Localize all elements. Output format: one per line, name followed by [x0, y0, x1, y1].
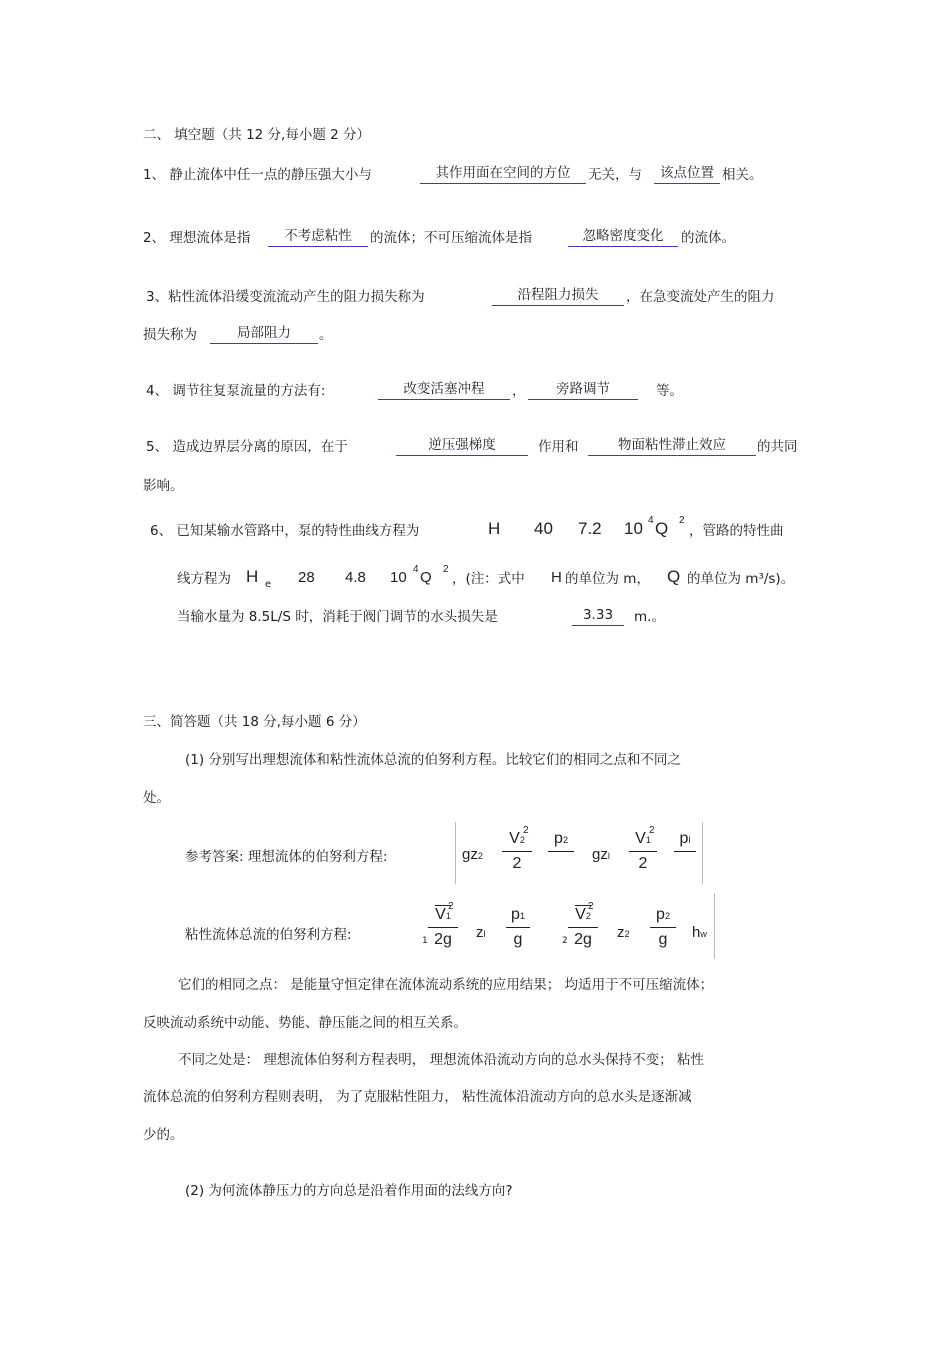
q6-note-mid: 的单位为 m， [565, 571, 650, 587]
eq1-q: Q [655, 519, 669, 538]
diff-line-2: 流体总流的伯努利方程则表明， 为了克服粘性阻力， 粘性流体沿流动方向的总水头是逐渐减 [143, 1089, 692, 1105]
q4-text-mid: ， [512, 383, 526, 399]
s3-q1-line2: 处。 [143, 790, 170, 806]
q6-text-line3: 当输水量为 8.5L/S 时，消耗于阀门调节的水头损失是 [177, 609, 498, 625]
q3-text-post: 。 [319, 327, 333, 343]
q1-answer-2: 该点位置 [654, 164, 720, 184]
eq1-10: 10 [624, 519, 643, 538]
eq1-coef: 7.2 [578, 519, 602, 538]
eq-frame-left [455, 822, 456, 884]
q1-text: 1、 静止流体中任一点的静压强大小与 [143, 167, 372, 183]
q3-answer-2: 局部阻力 [210, 324, 318, 344]
s3-q1-line1: (1) 分别写出理想流体和粘性流体总流的伯努利方程。比较它们的相同之点和不同之 [185, 752, 681, 768]
diff-line-3: 少的。 [143, 1127, 184, 1143]
q2-answer-2: 忽略密度变化 [568, 227, 678, 247]
eq2-10: 10 [390, 569, 407, 586]
eq1-exp2: 2 [679, 515, 685, 526]
same-line-1: 它们的相同之点： 是能量守恒定律在流体流动系统的应用结果； 均适用于不可压缩流体； [178, 977, 714, 993]
eq2-exp2: 2 [443, 564, 449, 575]
visc-z1: zl [476, 924, 486, 941]
q5-text: 5、 造成边界层分离的原因，在于 [146, 439, 348, 455]
q3-text-mid: ，在急变流处产生的阻力 [626, 289, 775, 305]
visc-v2-exp: 2 [588, 901, 594, 912]
ref-answer-label: 参考答案: 理想流体的伯努利方程: [185, 849, 388, 865]
q6-note-end: 的单位为 m³/s)。 [687, 571, 795, 587]
q3-text: 3、粘性流体沿缓变流流动产生的阻力损失称为 [146, 289, 425, 305]
ideal-p1-frac: pl [674, 828, 696, 876]
q2-text-post: 的流体。 [681, 230, 735, 246]
q3-text-line2: 损失称为 [143, 327, 197, 343]
eq2-coef: 4.8 [345, 569, 366, 586]
q5-text-line2: 影响。 [143, 478, 184, 494]
visc-z2: z2 [617, 924, 630, 941]
visc-eq-frame-right [714, 893, 715, 959]
q1-text-mid: 无关，与 [588, 167, 642, 183]
ideal-v2-exp: 2 [523, 825, 529, 836]
q4-text-post: 等。 [656, 383, 683, 399]
ideal-v1-exp: 2 [649, 825, 655, 836]
q1-text-post: 相关。 [722, 167, 763, 183]
ideal-v1-frac: $\frac{V1}{2}$ [629, 828, 657, 876]
q3-answer-1: 沿程阻力损失 [492, 286, 624, 306]
eq2-q: Q [420, 569, 432, 586]
visc-p1-frac: $\frac{p1}{g}$ [506, 904, 530, 952]
section-2-title: 二、 填空题（共 12 分,每小题 2 分） [143, 127, 371, 143]
visc-p2-frac: $\frac{p2}{g}$ [650, 904, 676, 952]
diff-line-1: 不同之处是： 理想流体伯努利方程表明， 理想流体沿流动方向的总水头保持不变； 粘性 [178, 1052, 704, 1068]
q6-text: 6、 已知某输水管路中，泵的特性曲线方程为 [150, 523, 420, 539]
q6-note-q: Q [667, 567, 681, 586]
visc-v1-frac: $\frac{V1}{2g}$ [428, 904, 458, 952]
q6-text-post1: ，管路的特性曲 [689, 523, 784, 539]
visc-v2-frac: $\frac{V2}{2g}$ [568, 904, 598, 952]
eq2-sub-e: e [265, 579, 272, 590]
q6-note: ，(注：式中 [452, 571, 525, 587]
q5-answer-1: 逆压强梯度 [396, 436, 528, 456]
s3-q2: (2) 为何流体静压力的方向总是沿着作用面的法线方向? [185, 1183, 513, 1199]
same-line-2: 反映流动系统中动能、势能、静压能之间的相互关系。 [143, 1015, 467, 1031]
q1-answer-1: 其作用面在空间的方位 [420, 164, 586, 184]
q6-answer: 3.33 [572, 606, 624, 626]
ideal-v2-frac: $\frac{V2}{2}$ [502, 828, 532, 876]
q4-answer-2: 旁路调节 [528, 380, 638, 400]
eq2-h: H [246, 567, 259, 586]
q6-text-line2: 线方程为 [177, 571, 231, 587]
eq1-40: 40 [534, 519, 553, 538]
q5-text-post: 的共同 [757, 439, 798, 455]
q2-text-mid: 的流体；不可压缩流体是指 [370, 230, 532, 246]
ideal-gz2: gz2 [462, 846, 483, 863]
section-3-title: 三、简答题（共 18 分,每小题 6 分） [143, 714, 366, 730]
visc-alpha1: 1 [422, 936, 428, 946]
eq2-28: 28 [298, 569, 315, 586]
q5-text-mid: 作用和 [538, 439, 579, 455]
q5-answer-2: 物面粘性滞止效应 [588, 436, 756, 456]
q6-text-post3: m.。 [634, 609, 665, 625]
ideal-gz1: gzl [592, 846, 610, 863]
eq-frame-right [702, 822, 703, 884]
ideal-p2-frac: p2 [548, 828, 574, 876]
q2-answer-1: 不考虑粘性 [268, 227, 368, 247]
viscous-label: 粘性流体总流的伯努利方程: [185, 927, 352, 943]
visc-alpha2: 2 [562, 936, 568, 946]
eq1-exp4: 4 [648, 515, 654, 526]
q2-text: 2、 理想流体是指 [143, 230, 251, 246]
q6-note-h: H [551, 569, 562, 586]
visc-hw: hw [692, 924, 707, 941]
eq2-exp4: 4 [413, 564, 419, 575]
q4-text: 4、 调节往复泵流量的方法有: [146, 383, 326, 399]
visc-v1-exp: 2 [448, 901, 454, 912]
q4-answer-1: 改变活塞冲程 [378, 380, 510, 400]
eq1-h: H [488, 519, 501, 538]
